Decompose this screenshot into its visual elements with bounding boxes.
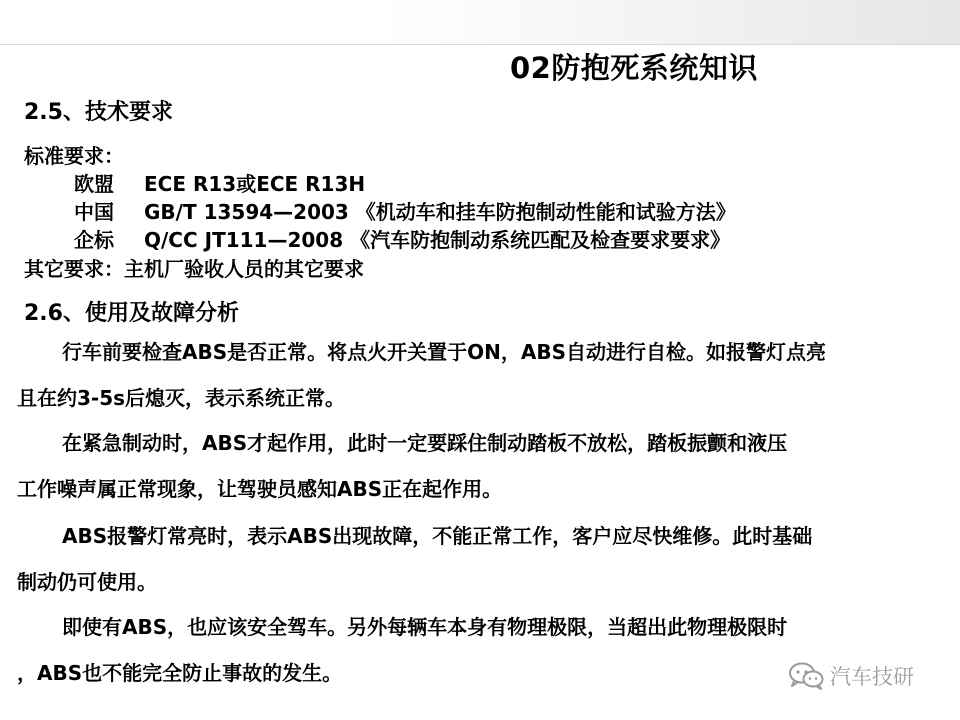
section-heading-technical-requirements: 2.5、技术要求 xyxy=(24,100,173,125)
standard-row-enterprise xyxy=(74,224,730,250)
watermark xyxy=(788,661,914,691)
standard-region: 中国 xyxy=(74,200,114,224)
watermark-text: 汽车技研 xyxy=(830,665,914,689)
paragraph-line: 制动仍可使用。 xyxy=(17,570,157,594)
paragraph-line: 即使有ABS，也应该安全驾车。另外每辆车本身有物理极限，当超出此物理极限时 xyxy=(62,615,788,639)
standard-text: ECE R13或ECE R13H xyxy=(144,172,366,196)
paragraph-line: 在紧急制动时，ABS才起作用，此时一定要踩住制动踏板不放松，踏板振颤和液压 xyxy=(62,431,788,455)
standard-region: 企标 xyxy=(74,228,114,252)
standard-row-eu xyxy=(74,168,365,194)
standard-requirements-label: 标准要求： xyxy=(24,144,124,168)
standard-text: GB/T 13594—2003 《机动车和挂车防抱制动性能和试验方法》 xyxy=(144,200,736,224)
standard-text: Q/CC JT111—2008 《汽车防抱制动系统匹配及检查要求要求》 xyxy=(144,228,731,252)
paragraph-line: 且在约3-5s后熄灭，表示系统正常。 xyxy=(17,386,346,410)
paragraph-line: ，ABS也不能完全防止事故的发生。 xyxy=(17,661,343,685)
standard-region: 欧盟 xyxy=(74,172,114,196)
paragraph-line: 工作噪声属正常现象，让驾驶员感知ABS正在起作用。 xyxy=(17,477,503,501)
other-requirements-text: 其它要求：主机厂验收人员的其它要求 xyxy=(24,257,364,281)
top-divider xyxy=(0,44,960,45)
slide-title: 02防抱死系统知识 xyxy=(510,51,758,85)
wechat-icon xyxy=(788,662,824,690)
paragraph-line: 行车前要检查ABS是否正常。将点火开关置于ON，ABS自动进行自检。如报警灯点亮 xyxy=(62,340,826,364)
standard-row-china xyxy=(74,196,736,222)
top-decor-band xyxy=(0,0,960,44)
section-heading-usage-fault-analysis: 2.6、使用及故障分析 xyxy=(24,301,239,326)
paragraph-line: ABS报警灯常亮时，表示ABS出现故障，不能正常工作，客户应尽快维修。此时基础 xyxy=(62,524,813,548)
